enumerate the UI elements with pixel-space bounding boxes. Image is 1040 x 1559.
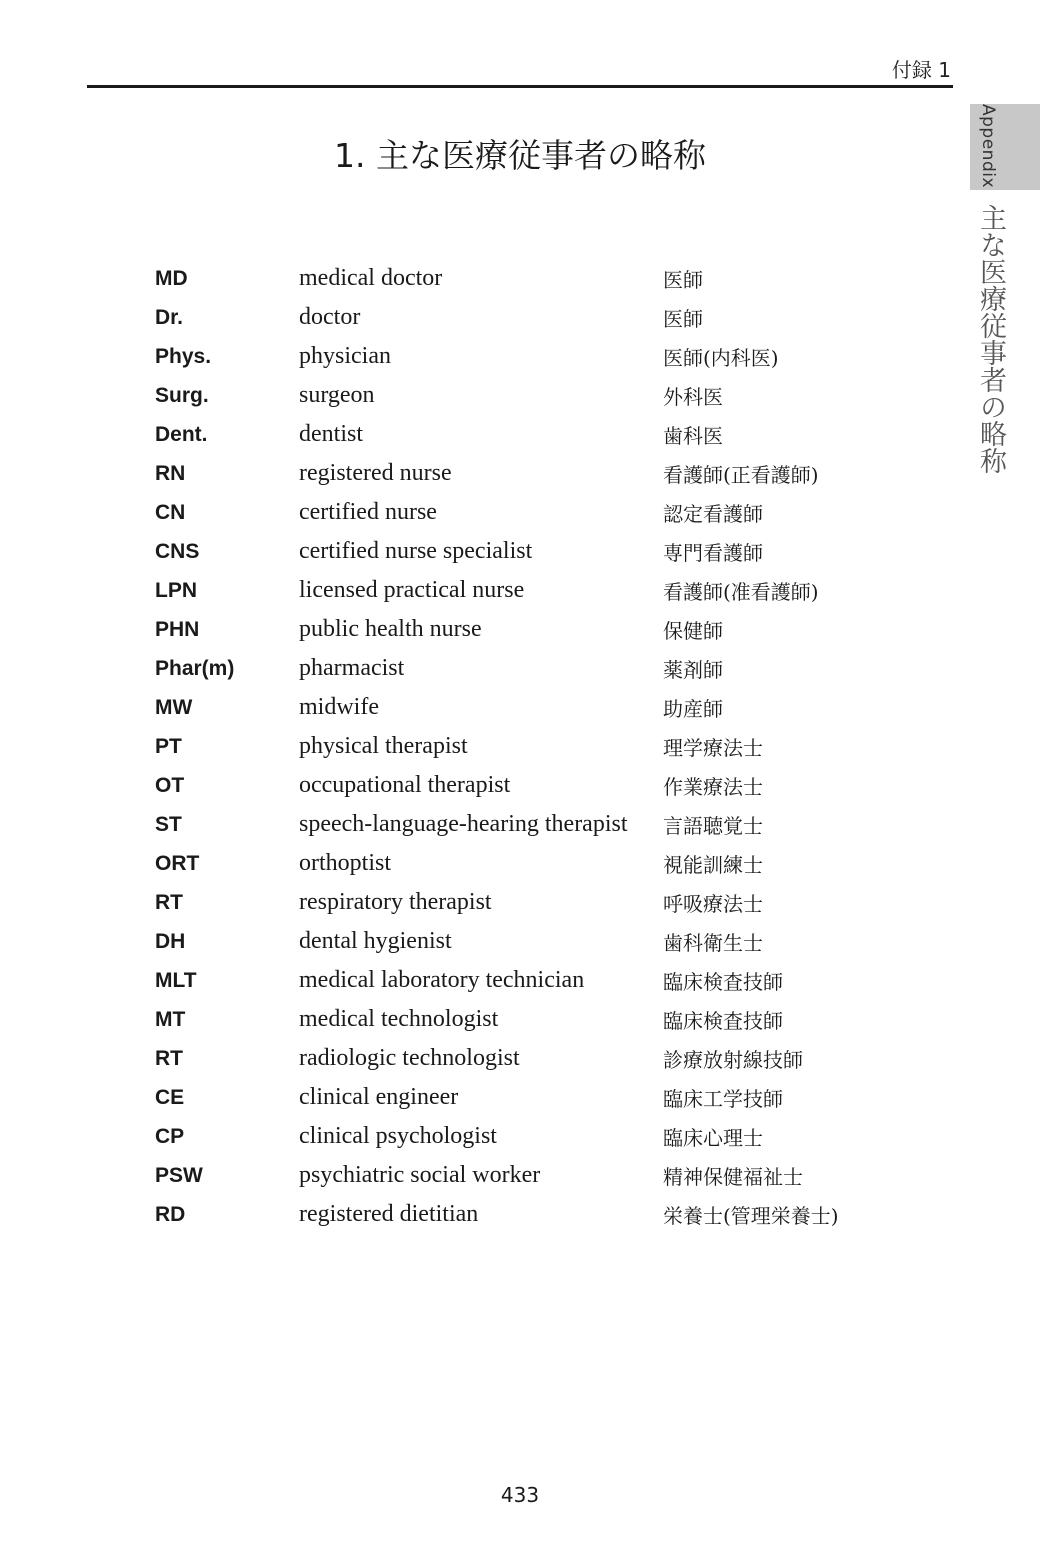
page-title: 1. 主な医療従事者の略称 [334,136,706,175]
japanese-term-cell: 看護師(准看護師) [663,580,819,604]
abbreviation-cell: RT [155,1046,183,1070]
table-row [155,1078,839,1117]
table-row [155,376,839,415]
japanese-term-cell: 作業療法士 [663,775,763,799]
english-term-cell: occupational therapist [299,772,511,798]
english-term-cell: doctor [299,304,361,330]
japanese-term-cell: 理学療法士 [663,736,763,760]
abbreviation-cell: MW [155,695,193,719]
abbreviation-cell: ORT [155,851,200,875]
japanese-term-cell: 栄養士(管理栄養士) [663,1204,839,1228]
japanese-term-cell: 臨床検査技師 [663,970,783,994]
abbreviation-cell: CE [155,1085,185,1109]
english-term-cell: clinical engineer [299,1084,459,1110]
table-row [155,805,839,844]
japanese-term-cell: 医師(内科医) [663,346,779,370]
japanese-term-cell: 看護師(正看護師) [663,463,819,487]
english-term-cell: respiratory therapist [299,889,492,915]
english-term-cell: clinical psychologist [299,1123,497,1149]
english-term-cell: medical technologist [299,1006,499,1032]
abbreviation-cell: OT [155,773,185,797]
abbreviation-cell: RD [155,1202,186,1226]
page-number: 433 [500,1483,540,1507]
table-row [155,1000,839,1039]
header-rule [87,85,953,88]
abbreviation-cell: RT [155,890,183,914]
english-term-cell: certified nurse specialist [299,538,533,564]
english-term-cell: speech-language-hearing therapist [299,811,628,837]
english-term-cell: registered nurse [299,460,452,486]
abbreviation-cell: CP [155,1124,185,1148]
table-row [155,337,839,376]
table-row [155,610,839,649]
abbreviation-cell: Phys. [155,344,212,368]
japanese-term-cell: 視能訓練士 [663,853,763,877]
english-term-cell: medical laboratory technician [299,967,585,993]
abbreviation-cell: MT [155,1007,186,1031]
japanese-term-cell: 呼吸療法士 [663,892,763,916]
english-term-cell: psychiatric social worker [299,1162,541,1188]
japanese-term-cell: 言語聴覚士 [663,814,763,838]
japanese-term-cell: 薬剤師 [663,658,723,682]
table-row [155,298,839,337]
english-term-cell: certified nurse [299,499,437,525]
table-row [155,883,839,922]
english-term-cell: public health nurse [299,616,482,642]
japanese-term-cell: 認定看護師 [663,502,763,526]
table-row [155,532,839,571]
table-row [155,1039,839,1078]
japanese-term-cell: 専門看護師 [663,541,763,565]
japanese-term-cell: 外科医 [663,385,723,409]
english-term-cell: orthoptist [299,850,392,876]
table-row [155,454,839,493]
japanese-term-cell: 医師 [663,268,703,292]
table-row [155,766,839,805]
running-header-label: 付録 1 [891,58,951,82]
japanese-term-cell: 臨床工学技師 [663,1087,783,1111]
japanese-term-cell: 保健師 [663,619,723,643]
table-row [155,1195,839,1234]
japanese-term-cell: 歯科衛生士 [663,931,763,955]
abbreviation-cell: CN [155,500,186,524]
abbreviation-cell: Dent. [155,422,208,446]
table-row [155,727,839,766]
abbreviation-cell: ST [155,812,182,836]
abbreviation-cell: PSW [155,1163,203,1187]
japanese-term-cell: 医師 [663,307,703,331]
abbreviation-cell: Surg. [155,383,209,407]
abbreviation-cell: LPN [155,578,197,602]
english-term-cell: radiologic technologist [299,1045,520,1071]
english-term-cell: physician [299,343,391,369]
japanese-term-cell: 歯科医 [663,424,723,448]
table-row [155,1117,839,1156]
abbreviation-cell: MLT [155,968,197,992]
abbreviation-cell: RN [155,461,186,485]
abbreviation-cell: PHN [155,617,200,641]
abbreviation-cell: PT [155,734,182,758]
abbreviation-cell: Phar(m) [155,656,235,680]
table-row [155,571,839,610]
english-term-cell: licensed practical nurse [299,577,525,603]
english-term-cell: pharmacist [299,655,405,681]
japanese-term-cell: 臨床心理士 [663,1126,763,1150]
side-tab-english: Appendix [978,104,998,189]
table-row [155,688,839,727]
japanese-term-cell: 精神保健福祉士 [663,1165,803,1189]
english-term-cell: registered dietitian [299,1201,479,1227]
table-row [155,259,839,298]
japanese-term-cell: 診療放射線技師 [663,1048,803,1072]
english-term-cell: dental hygienist [299,928,452,954]
japanese-term-cell: 臨床検査技師 [663,1009,783,1033]
english-term-cell: dentist [299,421,363,447]
table-row [155,415,839,454]
english-term-cell: surgeon [299,382,375,408]
side-tab-japanese: 主な医療従事者の略称 [975,204,1006,474]
english-term-cell: medical doctor [299,265,443,291]
abbreviation-cell: CNS [155,539,200,563]
table-row [155,844,839,883]
abbreviation-table [155,259,839,1234]
abbreviation-cell: MD [155,266,188,290]
table-row [155,493,839,532]
english-term-cell: physical therapist [299,733,468,759]
abbreviation-cell: DH [155,929,186,953]
table-row [155,1156,839,1195]
table-row [155,649,839,688]
table-row [155,922,839,961]
table-row [155,961,839,1000]
japanese-term-cell: 助産師 [663,697,723,721]
english-term-cell: midwife [299,694,379,720]
abbreviation-cell: Dr. [155,305,184,329]
